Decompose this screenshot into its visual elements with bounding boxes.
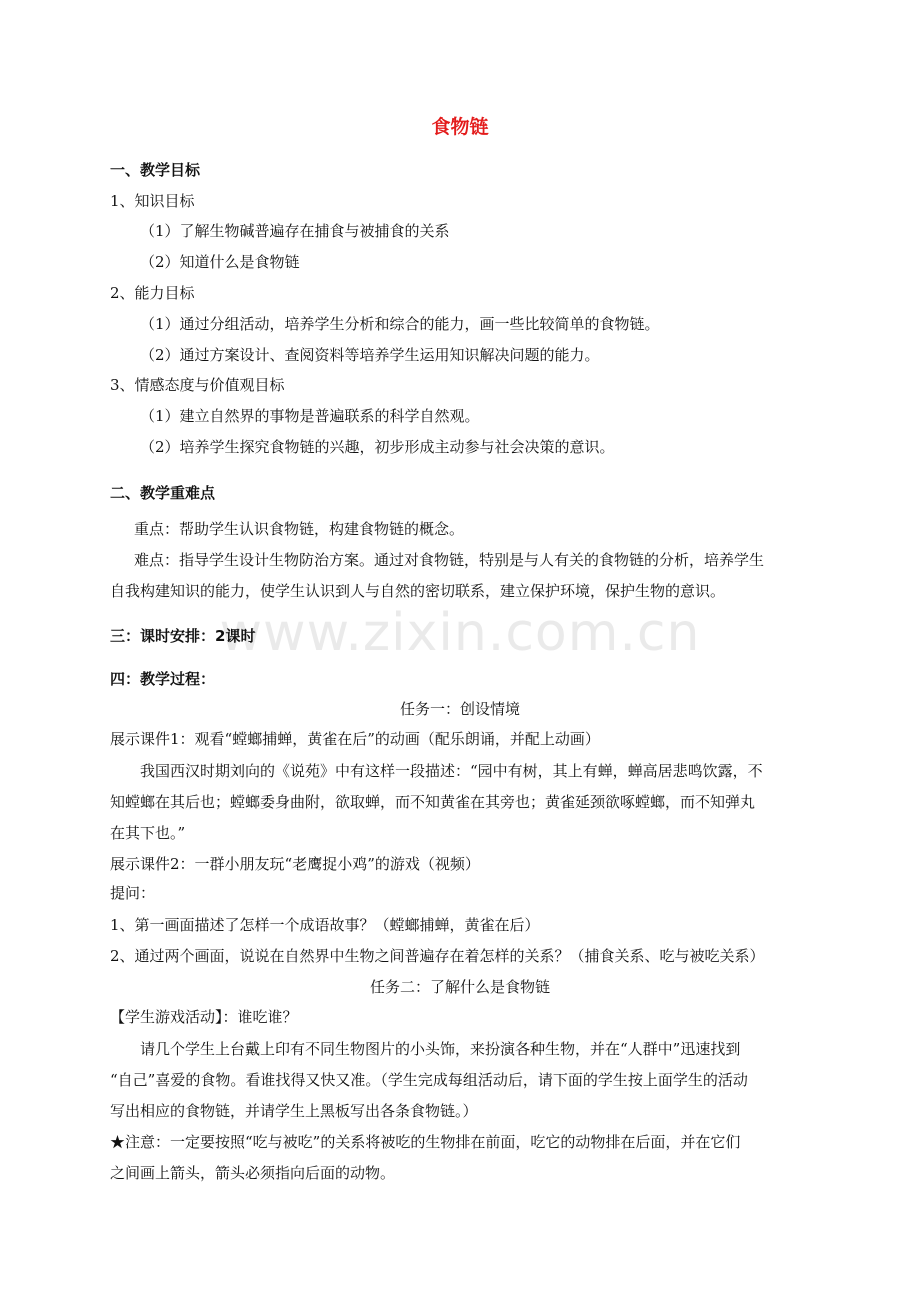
paragraph-line: 难点：指导学生设计生物防治方案。通过对食物链，特别是与人有关的食物链的分析，培养学生 — [134, 551, 765, 569]
section-heading-key-points: 二、教学重难点 — [110, 484, 216, 502]
list-item: （1）建立自然界的事物是普遍联系的科学自然观。 — [140, 407, 480, 425]
list-item: （2）知道什么是食物链 — [140, 253, 300, 271]
subheading-knowledge: 1、知识目标 — [110, 192, 195, 210]
paragraph-line: 重点：帮助学生认识食物链，构建食物链的概念。 — [134, 520, 465, 538]
paragraph-line: 展示课件2：一群小朋友玩“老鹰捉小鸡”的游戏（视频） — [110, 855, 480, 873]
subheading-ability: 2、能力目标 — [110, 284, 195, 302]
paragraph-line: 提问： — [110, 884, 156, 902]
section-heading-objectives: 一、教学目标 — [110, 161, 201, 179]
document-title: 食物链 — [431, 116, 489, 138]
list-item: （1）通过分组活动，培养学生分析和综合的能力，画一些比较简单的食物链。 — [140, 315, 660, 333]
note-line: 之间画上箭头，箭头必须指向后面的动物。 — [110, 1164, 396, 1182]
paragraph-line: 自我构建知识的能力，使学生认识到人与自然的密切联系，建立保护环境，保护生物的意识。 — [110, 582, 726, 600]
question-line: 2、通过两个画面，说说在自然界中生物之间普遍存在着怎样的关系？（捕食关系、吃与被吃关系） — [110, 947, 765, 965]
paragraph-line: 写出相应的食物链，并请学生上黑板写出各条食物链。） — [110, 1102, 478, 1120]
watermark: www.zixin.com.cn — [219, 603, 701, 663]
paragraph-line: 请几个学生上台戴上印有不同生物图片的小头饰，来扮演各种生物，并在“人群中”迅速找到 — [140, 1040, 741, 1058]
list-item: （2）通过方案设计、查阅资料等培养学生运用知识解决问题的能力。 — [140, 346, 600, 364]
paragraph-line: “自己”喜爱的食物。看谁找得又快又准。（学生完成每组活动后，请下面的学生按上面学生的活动 — [110, 1071, 748, 1089]
list-item: （2）培养学生探究食物链的兴趣，初步形成主动参与社会决策的意识。 — [140, 438, 615, 456]
paragraph-line: 【学生游戏活动】：谁吃谁？ — [110, 1008, 298, 1026]
note-line: ★注意：一定要按照“吃与被吃”的关系将被吃的生物排在前面，吃它的动物排在后面，并在它们 — [110, 1133, 741, 1151]
task-heading-2: 任务二：了解什么是食物链 — [369, 978, 550, 996]
paragraph-line: 展示课件1：观看“螳螂捕蝉，黄雀在后”的动画（配乐朗诵，并配上动画） — [110, 730, 600, 748]
section-heading-process: 四：教学过程： — [110, 670, 216, 688]
task-heading-1: 任务一：创设情境 — [399, 700, 520, 718]
paragraph-line: 在其下也。” — [110, 824, 186, 842]
subheading-attitude: 3、情感态度与价值观目标 — [110, 376, 285, 394]
list-item: （1）了解生物碱普遍存在捕食与被捕食的关系 — [140, 222, 450, 240]
paragraph-line: 我国西汉时期刘向的《说苑》中有这样一段描述：“园中有树，其上有蝉，蝉高居悲鸣饮露，不 — [140, 762, 763, 780]
paragraph-line: 知螳螂在其后也；螳螂委身曲附，欲取蝉，而不知黄雀在其旁也；黄雀延颈欲啄螳螂，而不知弹丸 — [110, 793, 756, 811]
section-heading-schedule: 三：课时安排：2课时 — [110, 627, 256, 645]
question-line: 1、第一画面描述了怎样一个成语故事？（螳螂捕蝉，黄雀在后） — [110, 916, 540, 934]
